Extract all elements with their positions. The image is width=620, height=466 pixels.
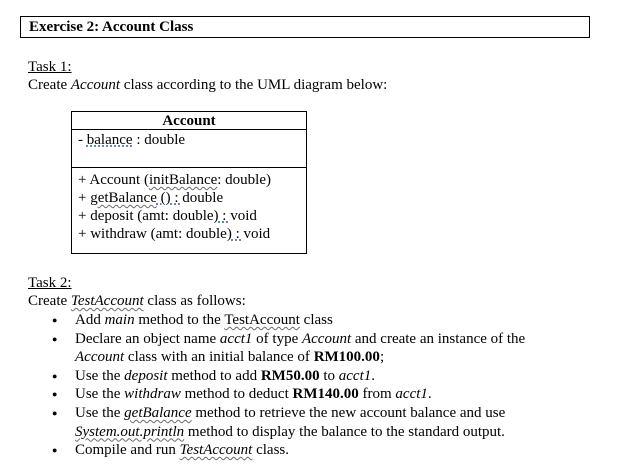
list-item: ● Use the withdraw method to deduct RM140.00 from acct1. (52, 385, 572, 404)
list-item: ● Use the getBalance method to retrieve the new account balance and use System.out.println method to display the balance to the standard output. (52, 404, 572, 441)
task2-description: Create TestAccount class as follows: (28, 293, 246, 309)
list-item: ● Declare an object name acct1 of type Account and create an instance of the Account class with an initial balance of RM100.00; (52, 330, 572, 367)
uml-class-name: Account (72, 112, 306, 130)
method-getbalance: + getBalance () : double (78, 190, 224, 206)
list-item: ● Use the deposit method to add RM50.00 to acct1. (52, 367, 572, 386)
class-name-account: Account (70, 77, 121, 93)
method-withdraw: + withdraw (amt: double) : void (78, 226, 271, 242)
task1-description: Create Account class according to the UML diagram below: (28, 77, 388, 93)
uml-attributes: - balance : double (72, 130, 306, 168)
class-name-testaccount: TestAccount (70, 293, 144, 309)
exercise-title: Exercise 2: Account Class (20, 16, 590, 38)
uml-methods (72, 168, 306, 243)
task2-heading: Task 2: (28, 275, 72, 291)
method-constructor: + Account (initBalance: double) (78, 172, 272, 188)
list-item: ● Compile and run TestAccount class. (52, 441, 572, 460)
method-deposit: + deposit (amt: double) : void (78, 208, 257, 224)
task2-steps-list (52, 311, 572, 460)
attribute-name: balance (86, 132, 133, 148)
task1-heading: Task 1: (28, 59, 72, 75)
list-item: ● Add main method to the TestAccount class (52, 311, 572, 330)
uml-class-diagram (71, 111, 307, 254)
